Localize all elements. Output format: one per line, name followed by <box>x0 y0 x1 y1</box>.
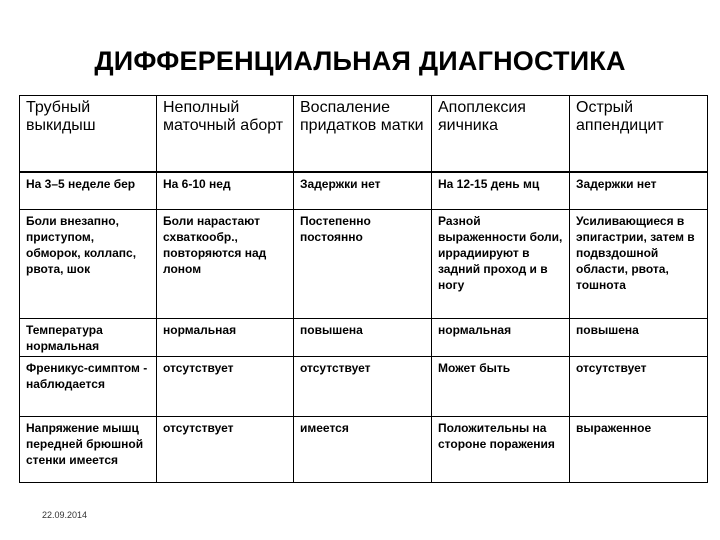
footer-date: 22.09.2014 <box>42 510 88 520</box>
page-title: ДИФФЕРЕНЦИАЛЬНАЯ ДИАГНОСТИКА <box>94 46 626 76</box>
table-cell: Френикус-симптом - наблюдается <box>20 357 157 417</box>
table-cell: Положительны на стороне поражения <box>432 417 570 483</box>
table-cell: отсутствует <box>157 417 294 483</box>
table-cell: повышена <box>570 319 708 357</box>
table-cell: Боли внезапно, приступом, обморок, коллапс, рвота, шок <box>20 210 157 319</box>
header-adnexitis: Воспаление придатков матки <box>294 96 432 172</box>
table-row <box>20 210 708 319</box>
table-cell: Задержки нет <box>570 172 708 210</box>
table-cell: отсутствует <box>570 357 708 417</box>
table-header-row <box>20 96 708 172</box>
table-cell: Напряжение мышц передней брюшной стенки имеется <box>20 417 157 483</box>
table-cell: имеется <box>294 417 432 483</box>
table-cell: На 3–5 неделе бер <box>20 172 157 210</box>
table-cell: Задержки нет <box>294 172 432 210</box>
table-cell: отсутствует <box>157 357 294 417</box>
header-tubal-abortion: Трубный выкидыш <box>20 96 157 172</box>
table-cell: Температура нормальная <box>20 319 157 357</box>
table-cell: Разной выраженности боли, иррадиируют в задний проход и в ногу <box>432 210 570 319</box>
table-cell: На 6-10 нед <box>157 172 294 210</box>
table-row <box>20 417 708 483</box>
table-cell: нормальная <box>432 319 570 357</box>
table-row <box>20 172 708 210</box>
table-row <box>20 319 708 357</box>
table-cell: нормальная <box>157 319 294 357</box>
diagnosis-table <box>19 95 708 483</box>
table-cell: Усиливающиеся в эпигастрии, затем в подвздошной области, рвота, тошнота <box>570 210 708 319</box>
table-cell: Может быть <box>432 357 570 417</box>
table-cell: повышена <box>294 319 432 357</box>
table-cell: Боли нарастают схваткообр., повторяются над лоном <box>157 210 294 319</box>
table-cell: Постепенно постоянно <box>294 210 432 319</box>
table-cell: отсутствует <box>294 357 432 417</box>
table-cell: На 12-15 день мц <box>432 172 570 210</box>
table-cell: выраженное <box>570 417 708 483</box>
table-row <box>20 357 708 417</box>
header-incomplete-abortion: Неполный маточный аборт <box>157 96 294 172</box>
header-appendicitis: Острый аппендицит <box>570 96 708 172</box>
header-ovarian-apoplexy: Апоплексия яичника <box>432 96 570 172</box>
